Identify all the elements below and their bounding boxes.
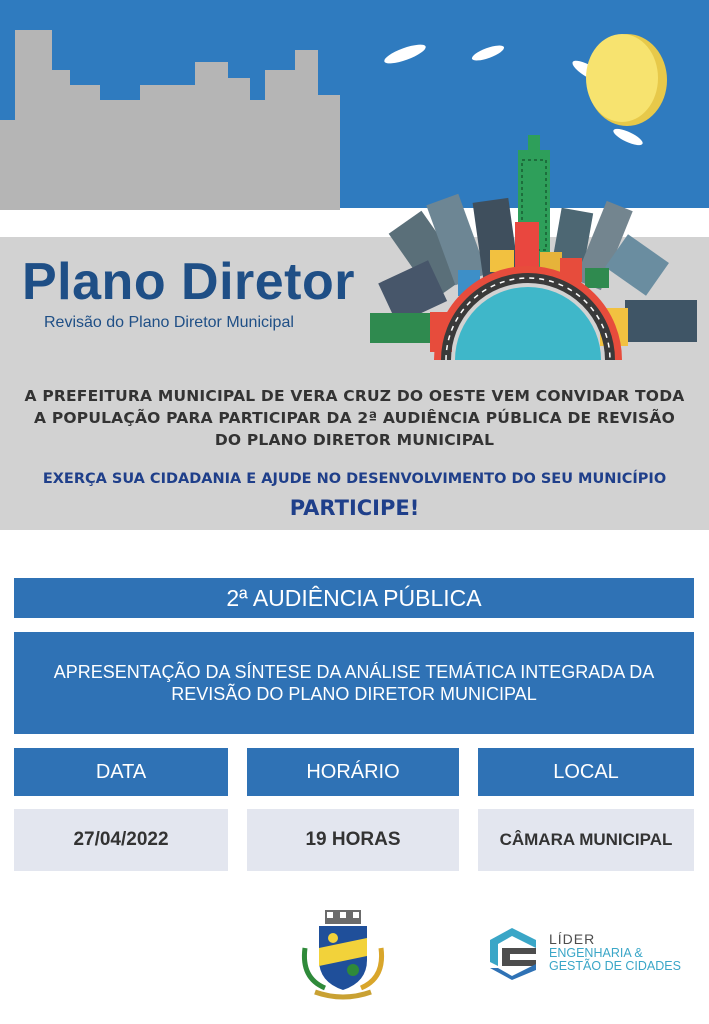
page-subtitle: Revisão do Plano Diretor Municipal — [44, 314, 294, 331]
company-logo-text — [549, 933, 681, 974]
company-name: LÍDER — [549, 931, 596, 947]
lider-logo-icon — [486, 926, 544, 980]
company-tagline-1: ENGENHARIA & — [549, 945, 643, 960]
date-header: DATA — [14, 748, 228, 796]
time-header: HORÁRIO — [247, 748, 459, 796]
participate-text: PARTICIPE! — [289, 496, 420, 520]
colorful-city-icon — [370, 135, 697, 360]
company-tagline-2: GESTÃO DE CIDADES — [549, 959, 681, 973]
call-to-action: EXERÇA SUA CIDADANIA E AJUDE NO DESENVOLVIMENTO DO SEU MUNICÍPIO — [42, 471, 667, 487]
invitation-text: A PREFEITURA MUNICIPAL DE VERA CRUZ DO OESTE VEM CONVIDAR TODA A POPULAÇÃO PARA PARTICIPAR DA 2ª AUDIÊNCIA PÚBLICA DE REVISÃO DO PLANO DIRETOR MUNICIPAL — [24, 387, 685, 449]
event-description: APRESENTAÇÃO DA SÍNTESE DA ANÁLISE TEMÁTICA INTEGRADA DA REVISÃO DO PLANO DIRETOR MUNICIPAL — [14, 632, 694, 734]
date-value: 27/04/2022 — [14, 809, 228, 871]
coat-of-arms-icon — [295, 908, 391, 1000]
location-header: LOCAL — [478, 748, 694, 796]
page-title: Plano Diretor — [22, 253, 355, 311]
event-title: 2ª AUDIÊNCIA PÚBLICA — [14, 578, 694, 618]
location-value: CÂMARA MUNICIPAL — [478, 809, 694, 871]
sun-icon — [586, 34, 667, 126]
grey-skyline — [0, 30, 340, 210]
time-value: 19 HORAS — [247, 809, 459, 871]
